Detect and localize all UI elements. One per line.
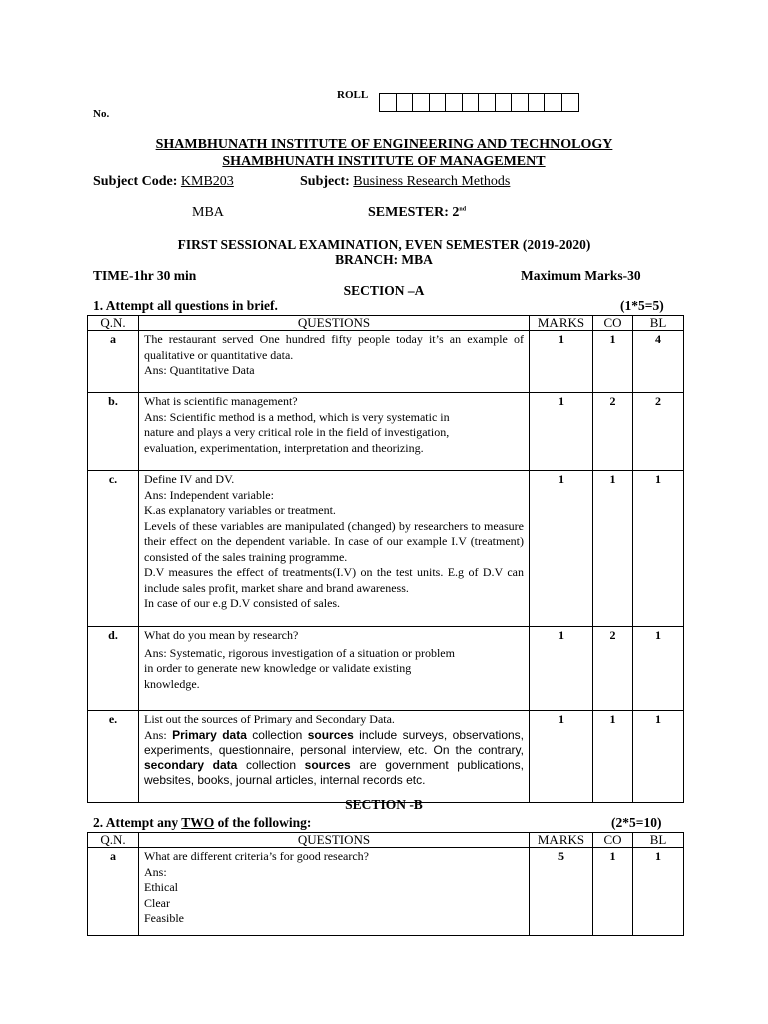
bl-cell: 2 <box>633 393 684 471</box>
qn-cell: e. <box>88 711 139 803</box>
table-row <box>88 627 684 711</box>
answer-text: in order to generate new knowledge or validate existing <box>144 661 412 675</box>
qn-cell: a <box>88 331 139 393</box>
table-row <box>88 471 684 627</box>
marks-cell: 1 <box>530 627 593 711</box>
qn-cell: a <box>88 848 139 936</box>
bl-cell: 1 <box>633 471 684 627</box>
program: MBA <box>192 205 224 220</box>
bl-cell: 1 <box>633 848 684 936</box>
table-header-row <box>88 316 684 331</box>
marks-cell: 1 <box>530 471 593 627</box>
section-a-instruction: 1. Attempt all questions in brief. <box>93 298 278 313</box>
answer-text: Ans: <box>144 864 167 879</box>
section-b-table <box>87 832 684 936</box>
branch: BRANCH: MBA <box>335 252 433 267</box>
qn-cell: d. <box>88 627 139 711</box>
co-cell: 1 <box>593 711 633 803</box>
marks-cell: 1 <box>530 331 593 393</box>
table-row <box>88 848 684 936</box>
col-co: CO <box>593 833 633 848</box>
question-text: What is scientific management? <box>144 394 298 408</box>
answer-text: Ans: Systematic, rigorous investigation of a situation or problem <box>144 645 455 660</box>
answer-text: In case of our e.g D.V consisted of sales. <box>144 596 341 610</box>
qn-cell: b. <box>88 393 139 471</box>
col-bl: BL <box>633 316 684 331</box>
max-marks: Maximum Marks-30 <box>521 268 641 283</box>
answer-text: Feasible <box>144 911 184 925</box>
roll-label: ROLL <box>337 89 369 101</box>
institute-name-2: SHAMBHUNATH INSTITUTE OF MANAGEMENT <box>222 154 546 169</box>
col-questions: QUESTIONS <box>139 833 530 848</box>
time: TIME-1hr 30 min <box>93 268 197 283</box>
col-questions: QUESTIONS <box>139 316 530 331</box>
subject-code-label: Subject Code: <box>93 174 178 189</box>
question-cell <box>139 331 530 393</box>
subject-row <box>300 174 510 190</box>
marks-cell: 5 <box>530 848 593 936</box>
question-text: Define IV and DV. <box>144 472 235 486</box>
section-b-instruction: 2. Attempt any TWO of the following: <box>93 815 312 830</box>
co-cell: 2 <box>593 393 633 471</box>
answer-text: Ans: Scientific method is a method, which is very systematic in <box>144 409 450 424</box>
question-text: What are different criteria’s for good research? <box>144 849 369 863</box>
table-row <box>88 711 684 803</box>
bl-cell: 1 <box>633 711 684 803</box>
answer-text: Ans: Independent variable: <box>144 487 274 502</box>
co-cell: 1 <box>593 848 633 936</box>
section-a-marks-note: (1*5=5) <box>620 298 664 313</box>
marks-cell: 1 <box>530 393 593 471</box>
answer-text: K.as explanatory variables or treatment. <box>144 503 336 517</box>
col-marks: MARKS <box>530 833 593 848</box>
section-a-table <box>87 315 684 803</box>
section-b-title: SECTION -B <box>345 797 423 812</box>
col-co: CO <box>593 316 633 331</box>
co-cell: 1 <box>593 331 633 393</box>
table-header-row <box>88 833 684 848</box>
subject-name: Business Research Methods <box>353 174 511 189</box>
answer-text: Ans: Primary data collection sources include surveys, observations, experiments, questionnaire, personal interview, etc. On the contrary, secondary data collection sources are government publications, websites, books, journal articles, internal records etc. <box>144 727 525 787</box>
col-bl: BL <box>633 833 684 848</box>
roll-no-label: No. <box>93 108 110 120</box>
subject-label: Subject: <box>300 174 350 189</box>
table-row <box>88 393 684 471</box>
answer-text: Ethical <box>144 880 178 894</box>
roll-number-boxes[interactable] <box>379 93 579 112</box>
answer-text: knowledge. <box>144 676 200 691</box>
qn-cell: c. <box>88 471 139 627</box>
question-text: What do you mean by research? <box>144 628 299 642</box>
answer-text: nature and plays a very critical role in the field of investigation, <box>144 425 450 439</box>
col-qn: Q.N. <box>88 316 139 331</box>
question-cell <box>139 471 530 627</box>
subject-code-row <box>93 174 234 190</box>
exam-title: FIRST SESSIONAL EXAMINATION, EVEN SEMESTER (2019-2020) <box>177 237 591 252</box>
co-cell: 1 <box>593 471 633 627</box>
answer-text: Clear <box>144 895 170 910</box>
marks-cell: 1 <box>530 711 593 803</box>
semester <box>368 205 466 221</box>
subject-code: KMB203 <box>180 174 234 189</box>
question-cell <box>139 711 530 803</box>
answer-text: Ans: Quantitative Data <box>144 363 255 377</box>
col-marks: MARKS <box>530 316 593 331</box>
section-b-marks-note: (2*5=10) <box>611 815 662 830</box>
semester-sup: nd <box>459 206 467 213</box>
question-text: List out the sources of Primary and Secondary Data. <box>144 712 395 726</box>
section-a-title: SECTION –A <box>343 283 425 298</box>
semester-label: SEMESTER: 2 <box>368 205 460 220</box>
bl-cell: 1 <box>633 627 684 711</box>
question-cell <box>139 627 530 711</box>
col-qn: Q.N. <box>88 833 139 848</box>
co-cell: 2 <box>593 627 633 711</box>
institute-name-1: SHAMBHUNATH INSTITUTE OF ENGINEERING AND TECHNOLOGY <box>155 137 613 152</box>
table-row <box>88 331 684 393</box>
answer-text: evaluation, experimentation, interpretation and theorizing. <box>144 440 424 455</box>
answer-text: Levels of these variables are manipulated (changed) by researchers to measure their effect on the dependent variable. In case of our example I.V (treatment) consisted of the sales training programme. <box>144 518 524 564</box>
bl-cell: 4 <box>633 331 684 393</box>
answer-text: D.V measures the effect of treatments(I.V) on the test units. E.g of D.V can include sales profit, market share and brand awareness. <box>144 565 524 595</box>
question-cell <box>139 848 530 936</box>
question-text: The restaurant served One hundred fifty people today it’s an example of qualitative or quantitative data. <box>144 332 524 362</box>
question-cell <box>139 393 530 471</box>
